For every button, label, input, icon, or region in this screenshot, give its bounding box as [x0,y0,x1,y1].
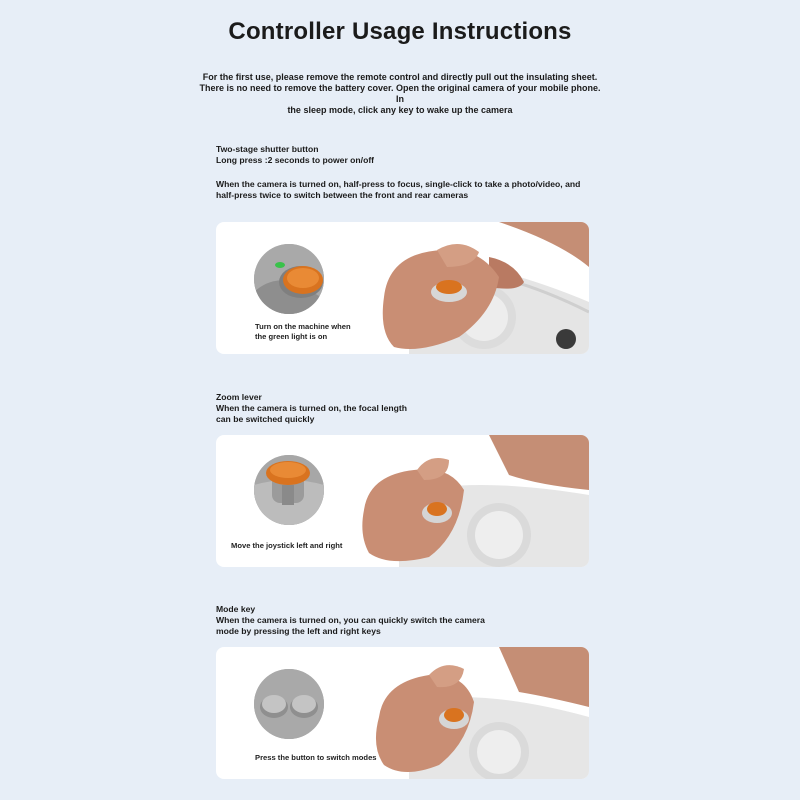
mode-keys-icon [254,669,324,739]
intro-line: For the first use, please remove the remote control and directly pull out the insulating sheet. [202,72,598,82]
section-heading: Two-stage shutter button [216,144,319,154]
section-mode-text [216,604,616,637]
hand-pressing-shutter-photo [349,222,589,354]
section-line: Long press :2 seconds to power on/off [216,155,375,165]
intro-line: There is no need to remove the battery cover. Open the original camera of your mobile phone. In [199,83,601,104]
shutter-button-icon [254,244,324,314]
hand-mode-key-photo [349,647,589,779]
page-title: Controller Usage Instructions [228,18,572,45]
section-line: When the camera is turned on, you can quickly switch the camera [216,615,485,625]
section-zoom-text [216,392,616,425]
caption-line: Move the joystick left and right [231,541,343,550]
mode-card [216,647,589,779]
caption-line: Press the button to switch modes [255,753,377,762]
caption-line: the green light is on [255,332,328,341]
section-heading: Zoom lever [216,392,262,402]
section-description: When the camera is turned on, half-press to focus, single-click to take a photo/video, and [216,179,581,189]
section-line: When the camera is turned on, the focal length [216,403,407,413]
zoom-lever-icon [254,455,324,525]
intro-line: the sleep mode, click any key to wake up the camera [287,105,513,115]
caption-line: Turn on the machine when [255,322,351,331]
shutter-card [216,222,589,354]
zoom-card [216,435,589,567]
section-line: mode by pressing the left and right keys [216,626,381,636]
section-description: half-press twice to switch between the front and rear cameras [216,190,469,200]
hand-zoom-lever-photo [349,435,589,567]
zoom-caption [231,541,342,551]
shutter-caption [255,322,351,342]
section-line: can be switched quickly [216,414,315,424]
section-heading: Mode key [216,604,256,614]
intro-text [195,72,605,116]
section-shutter-text [216,144,616,201]
